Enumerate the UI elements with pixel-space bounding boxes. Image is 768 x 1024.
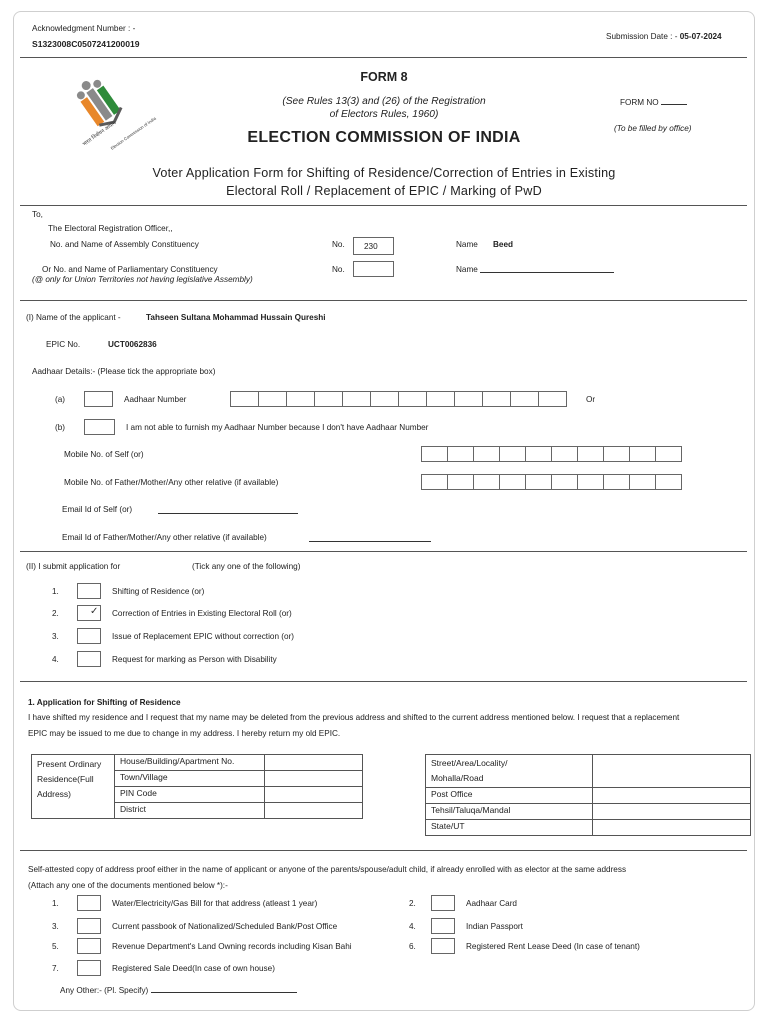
house-label: House/Building/Apartment No.: [115, 755, 265, 771]
ac-name-label: Name: [456, 240, 478, 249]
mobile-self-field[interactable]: [421, 446, 681, 462]
mobile-self-label: Mobile No. of Self (or): [64, 450, 144, 459]
aadhaar-number-label: Aadhaar Number: [124, 395, 187, 404]
pin-label: PIN Code: [115, 787, 265, 803]
submit-option-number: 1.: [52, 587, 59, 596]
submit-hint: (Tick any one of the following): [192, 562, 301, 571]
email-relative-label: Email Id of Father/Mother/Any other relative (if available): [62, 533, 267, 542]
to-label: To,: [32, 210, 43, 219]
shifting-text-line-1: I have shifted my residence and I request that my name may be deleted from the previous address and shifted to the current address mentioned below. I request that a replacement: [28, 713, 680, 722]
ac-no-label: No.: [332, 240, 345, 249]
submit-option-checkbox[interactable]: [77, 651, 101, 667]
aadhaar-option-b-checkbox[interactable]: [84, 419, 115, 435]
any-other-label: Any Other:- (Pl. Specify): [60, 986, 149, 995]
subtitle-divider: [20, 205, 747, 206]
applicant-divider: [20, 551, 747, 552]
post-office-label: Post Office: [426, 788, 593, 804]
checkmark-icon: ✓: [90, 606, 99, 617]
rules-reference: [260, 95, 508, 121]
proof-doc-label: Registered Sale Deed(In case of own house): [112, 964, 275, 973]
pc-name-field[interactable]: [480, 264, 614, 273]
street-field[interactable]: [593, 755, 751, 788]
commission-title: ELECTION COMMISSION OF INDIA: [247, 129, 521, 146]
pc-label: Or No. and Name of Parliamentary Constituency: [42, 265, 218, 274]
submission-date-label: Submission Date : -: [606, 32, 678, 41]
pc-note: (@ only for Union Territories not having legislative Assembly): [32, 275, 253, 284]
ack-label: Acknowledgment Number : -: [32, 24, 136, 33]
form-no-field[interactable]: [661, 104, 687, 105]
street-label-2: Mohalla/Road: [431, 773, 484, 783]
form-title: FORM 8: [360, 70, 408, 84]
present-label-2: Residence(Full: [37, 774, 94, 784]
proof-doc-label: Revenue Department's Land Owning records including Kisan Bahi: [112, 942, 352, 951]
pc-number-field[interactable]: [353, 261, 394, 277]
submit-option-checkbox[interactable]: [77, 628, 101, 644]
aadhaar-details: [32, 367, 215, 376]
district-field[interactable]: [265, 803, 363, 819]
option-b-label: (b): [55, 423, 66, 432]
office-note: (To be filled by office): [614, 124, 692, 133]
applicant-name-label: (I) Name of the applicant -: [26, 313, 121, 322]
or-label: Or: [586, 395, 596, 404]
proof-line-1: Self-attested copy of address proof either in the name of applicant or anyone of the parents/spouse/adult child, if already enrolled with as elector at the same address: [28, 865, 627, 874]
shifting-text-line-2: EPIC may be issued to me due to change in my address. I hereby return my old EPIC.: [28, 729, 341, 738]
present-address-table-right: [425, 754, 751, 836]
proof-doc-number: 4.: [409, 922, 416, 931]
proof-doc-checkbox[interactable]: [77, 918, 101, 934]
proof-doc-number: 7.: [52, 964, 59, 973]
submit-option-checkbox[interactable]: [77, 605, 101, 621]
submit-option-number: 3.: [52, 632, 59, 641]
mobile-relative-field[interactable]: [421, 474, 681, 490]
email-self-label: Email Id of Self (or): [62, 505, 133, 514]
aadhaar-option-a-checkbox[interactable]: [84, 391, 113, 407]
proof-doc-label: Water/Electricity/Gas Bill for that address (atleast 1 year): [112, 899, 318, 908]
aadhaar-details-label: Aadhaar Details:-: [32, 367, 96, 376]
header-divider: [20, 57, 747, 58]
submission-date-row: [606, 32, 722, 41]
tehsil-label: Tehsil/Taluqa/Mandal: [426, 804, 593, 820]
ac-label: No. and Name of Assembly Constituency: [50, 240, 199, 249]
proof-doc-label: Registered Rent Lease Deed (In case of tenant): [466, 942, 640, 951]
pin-field[interactable]: [265, 787, 363, 803]
town-label: Town/Village: [115, 771, 265, 787]
ack-number: S1323008C0507241200019: [32, 39, 140, 49]
form-no: [620, 98, 687, 107]
mobile-relative-label: Mobile No. of Father/Mother/Any other relative (if available): [64, 478, 279, 487]
form-no-label: FORM NO: [620, 98, 659, 107]
state-label: State/UT: [426, 820, 593, 836]
district-label: District: [115, 803, 265, 819]
rules-line-1: (See Rules 13(3) and (26) of the Registration: [282, 96, 486, 107]
subtitle-line-1: Voter Application Form for Shifting of Residence/Correction of Entries in Existing: [152, 166, 616, 180]
submit-option-label: Correction of Entries in Existing Electoral Roll (or): [112, 609, 292, 618]
proof-doc-number: 1.: [52, 899, 59, 908]
email-relative-field[interactable]: [309, 533, 431, 542]
aadhaar-number-field[interactable]: [230, 391, 566, 407]
proof-doc-number: 5.: [52, 942, 59, 951]
rules-line-2: of Electors Rules, 1960): [329, 109, 439, 120]
street-label-1: Street/Area/Locality/: [431, 758, 508, 768]
proof-line-2: (Attach any one of the documents mentioned below *):-: [28, 881, 228, 890]
present-label-1: Present Ordinary: [37, 759, 102, 769]
aadhaar-details-hint: (Please tick the appropriate box): [97, 367, 216, 376]
ero-label: The Electoral Registration Officer,,: [48, 224, 173, 233]
submit-option-number: 4.: [52, 655, 59, 664]
tehsil-field[interactable]: [593, 804, 751, 820]
submit-label: (II) I submit application for: [26, 562, 121, 571]
epic-number: UCT0062836: [108, 340, 157, 349]
submit-option-checkbox[interactable]: [77, 583, 101, 599]
state-field[interactable]: [593, 820, 751, 836]
submission-divider: [20, 681, 747, 682]
email-self-field[interactable]: [158, 505, 298, 514]
proof-doc-checkbox[interactable]: [431, 938, 455, 954]
addressee-divider: [20, 300, 747, 301]
proof-doc-checkbox[interactable]: [431, 895, 455, 911]
proof-doc-checkbox[interactable]: [77, 938, 101, 954]
epic-label: EPIC No.: [46, 340, 81, 349]
submission-date: 05-07-2024: [679, 32, 722, 41]
shifting-title: 1. Application for Shifting of Residence: [28, 698, 181, 707]
option-a-label: (a): [55, 395, 66, 404]
ac-number-field[interactable]: 230: [353, 237, 394, 255]
applicant-name: Tahseen Sultana Mohammad Hussain Qureshi: [146, 313, 326, 322]
submit-option-number: 2.: [52, 609, 59, 618]
proof-doc-checkbox[interactable]: [77, 960, 101, 976]
proof-doc-label: Current passbook of Nationalized/Scheduled Bank/Post Office: [112, 922, 338, 931]
shifting-divider: [20, 850, 747, 851]
proof-doc-number: 3.: [52, 922, 59, 931]
any-other: [60, 986, 297, 995]
form-subtitle: [0, 164, 768, 200]
proof-doc-checkbox[interactable]: [431, 918, 455, 934]
logo-text-en: Election Commission of India: [109, 115, 157, 151]
submit-option-label: Shifting of Residence (or): [112, 587, 205, 596]
proof-doc-checkbox[interactable]: [77, 895, 101, 911]
present-label-3: Address): [37, 789, 72, 799]
proof-doc-label: Indian Passport: [466, 922, 523, 931]
submit-option-label: Request for marking as Person with Disability: [112, 655, 277, 664]
subtitle-line-2: Electoral Roll / Replacement of EPIC / Marking of PwD: [226, 184, 542, 198]
post-office-field[interactable]: [593, 788, 751, 804]
present-address-table-left: [31, 754, 363, 819]
proof-doc-label: Aadhaar Card: [466, 899, 517, 908]
pc-name-label: Name: [456, 265, 478, 274]
house-field[interactable]: [265, 755, 363, 771]
proof-doc-number: 6.: [409, 942, 416, 951]
town-field[interactable]: [265, 771, 363, 787]
logo-text-hindi: भारत निर्वाचन आयोग: [81, 120, 118, 148]
any-other-field[interactable]: [151, 986, 297, 993]
ac-name-value: Beed: [493, 240, 514, 249]
pc-no-label: No.: [332, 265, 345, 274]
submit-option-label: Issue of Replacement EPIC without correction (or): [112, 632, 295, 641]
proof-doc-number: 2.: [409, 899, 416, 908]
no-aadhaar-label: I am not able to furnish my Aadhaar Number because I don't have Aadhaar Number: [126, 423, 429, 432]
